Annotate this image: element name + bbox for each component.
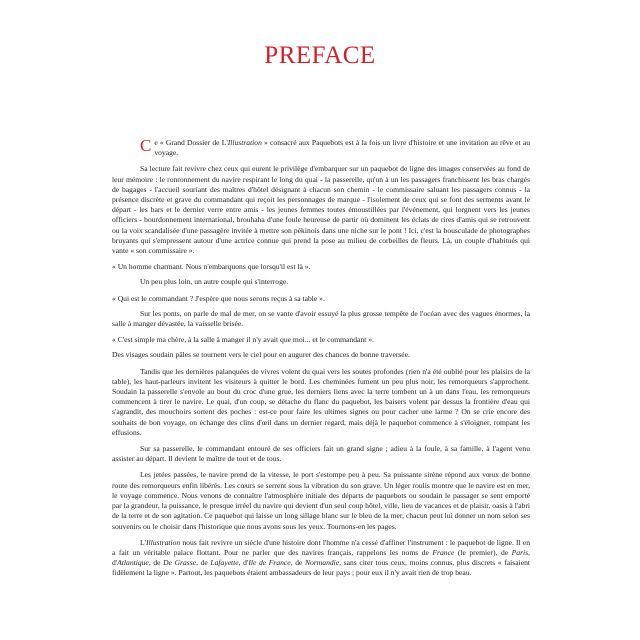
paragraph: [112, 538, 530, 579]
italic-text: France: [432, 547, 455, 557]
italic-text: Illustration: [227, 138, 262, 147]
text-segment: (le premier), de: [454, 547, 512, 557]
paragraph: [112, 294, 530, 304]
text-segment: Sur les ponts, on parle de mal de mer, on se vante d'avoir essuyé la plus grosse tempête de l'océan avec des vagues énormes, la salle à manger dévastée, la vaisselle brisée.: [112, 308, 530, 329]
text-segment: , sans citer tous ceux, moins connus, plus discrets « faisaient fidèlement la ligne ». Partout, les paquebots étaient ambassadeurs de leur pays ; pour eux il n'y avait rien de trop beau.: [112, 558, 530, 578]
paragraph: [112, 262, 530, 272]
paragraph: [112, 444, 530, 464]
preface-body: [112, 138, 530, 585]
paragraph: [112, 367, 530, 438]
text-segment: Les jetées passées, le navire prend de la vitesse, le port s'estompe peu à peu. Sa puissante sirène répond aux vœux de bonne route des remorqueurs enfin libérés. Les cœurs se serrent sous la vibration du son grave. Un léger roulis montre que le navire est en mer, le voyage commence. Nous venons de connaître l'atmosphère initiale des départs de paquebots ou soudain le passager se sent emporté par la grandeur, la puissance, le presque irréel du navire qui devient d'un seul coup hôtel, ville, lieu de vacances et de plaisir, oasis à l'abri de la terre et de son agitation. Ce paquebot qui laisse un long sillage blanc sur le bleu de la mer, chacun peut lui donner un nom selon ses souvenirs ou le choisir dans l'historique que nous avons sous les yeux. Tournons-en les pages.: [112, 470, 530, 531]
italic-text: Normandie: [304, 558, 340, 568]
text-segment: Tandis que les dernières palanquées de vivres volent du quai vers les soutes profondes (rien n'a été oublié pour les plaisirs de la table), les haut-parleurs invitent les visiteurs à quitter le bord. Les cheminées fument un peu plus noir, les remorqueurs s'approchent. Soudain la passerelle s'envole au bout du croc d'une grue, les derniers liens avec la terre tombent un à un dans l'eau, les remorqueurs commencent à tirer le navire. Le quai, d'un coup, se détache du flanc du paquebot, les baisers volent par dessus la frontière d'eau qui s'agrandit, des mouchoirs sortent des poches : est-ce pour faire les ultimes signes ou pour cacher une larme ? On se crie encore des souhaits de bon voyage, on échange des clins d'œil dans un dernier regard, mais déjà le paquebot commence à s'éloigner, rompant les effusions.: [112, 366, 530, 437]
drop-cap: C: [140, 136, 152, 155]
text-segment: » consacré aux Paquebots est à la fois un livre d'histoire et une invitation au rêve et au voyage.: [154, 138, 530, 158]
text-segment: « Qui est le commandant ? J'espère que nous serons reçus à sa table ».: [112, 293, 325, 303]
paragraph: [112, 335, 530, 345]
text-segment: « Un homme charmant. Nous n'embarquons que lorsqu'il est là ».: [112, 262, 311, 272]
page-title: PREFACE: [264, 42, 376, 69]
italic-text: Atlantique: [117, 558, 149, 568]
text-segment: Un peu plus loin, un autre couple qui s'interroge.: [140, 277, 289, 287]
italic-text: Lafayette: [210, 558, 239, 568]
text-segment: L': [140, 537, 147, 547]
italic-text: Ile de France: [248, 558, 291, 568]
paragraph: [112, 138, 530, 158]
text-segment: , d': [238, 558, 249, 568]
italic-text: De Grasse: [163, 558, 197, 568]
italic-text: Illustration: [146, 537, 181, 547]
text-segment: Sur sa passerelle, le commandant entouré de ses officiers fait un grand signe ; adieu à la foule, à sa famille, à l'agent venu assister au départ. Il devient le maître de tout et de tous.: [112, 444, 530, 464]
italic-text: Paris: [511, 547, 529, 557]
text-segment: nous fait revivre un siècle d'une histoire dont l'homme n'a cessé d'affiner l'instrument : le paquebot de ligne. Il en a fait un véritable palace flottant. Pour ne parler que des navires français, rappelons les noms de: [112, 537, 530, 557]
text-segment: , de: [196, 558, 211, 568]
paragraph: [112, 309, 530, 329]
paragraph: [112, 277, 530, 287]
text-segment: e « Grand Dossier de L': [154, 138, 228, 147]
text-segment: , de: [148, 558, 164, 568]
text-segment: Des visages soudain pâles se tournent vers le ciel pour en augurer des chances de bonne traversée.: [112, 350, 410, 360]
paragraph: [112, 470, 530, 531]
paragraph: [112, 164, 530, 256]
paragraph: [112, 350, 530, 360]
text-segment: « C'est simple ma chère, à la salle à manger il n'y avait que moi... et le commandant ».: [112, 335, 374, 345]
text-segment: Sa lecture fait revivre chez ceux qui eurent le privilège d'embarquer sur un paquebot de ligne des images conservées au fond de leur mémoire : le ronronnement du navire respirant le long du quai - la passerelle, qu'un à un les passagers franchissent les bras chargés de bagages - l'accueil souriant des maîtres d'hôtel désignant à chacun son chemin - le commissaire saluant les passagers connus - la présence discrète et grave du commandant qui reçoit les personnages de marque - l'isolement de ceux qui se font des serments avant le départ - les bars et le dernier verre entre amis - les jeunes femmes toutes émoustillées par l'événement, qui lorgnent vers les jeunes officiers - bourdonnement international, brouhaha d'une foule heureuse de partir où dominent les éclats de rires d'amis qui se retrouvent ou la voix scandalisée d'une passagère invitée à mettre son pékinois dans une niche sur le pont ! Ici, c'est la bousculade de photographes bruyants qui s'empressent autour d'une actrice connue qui prend la pose au milieu de corbeilles de fleurs. Là, un couple d'habitués qui vante « son commissaire ».: [112, 164, 530, 256]
text-segment: , d': [112, 547, 531, 568]
text-segment: , de: [290, 558, 305, 568]
